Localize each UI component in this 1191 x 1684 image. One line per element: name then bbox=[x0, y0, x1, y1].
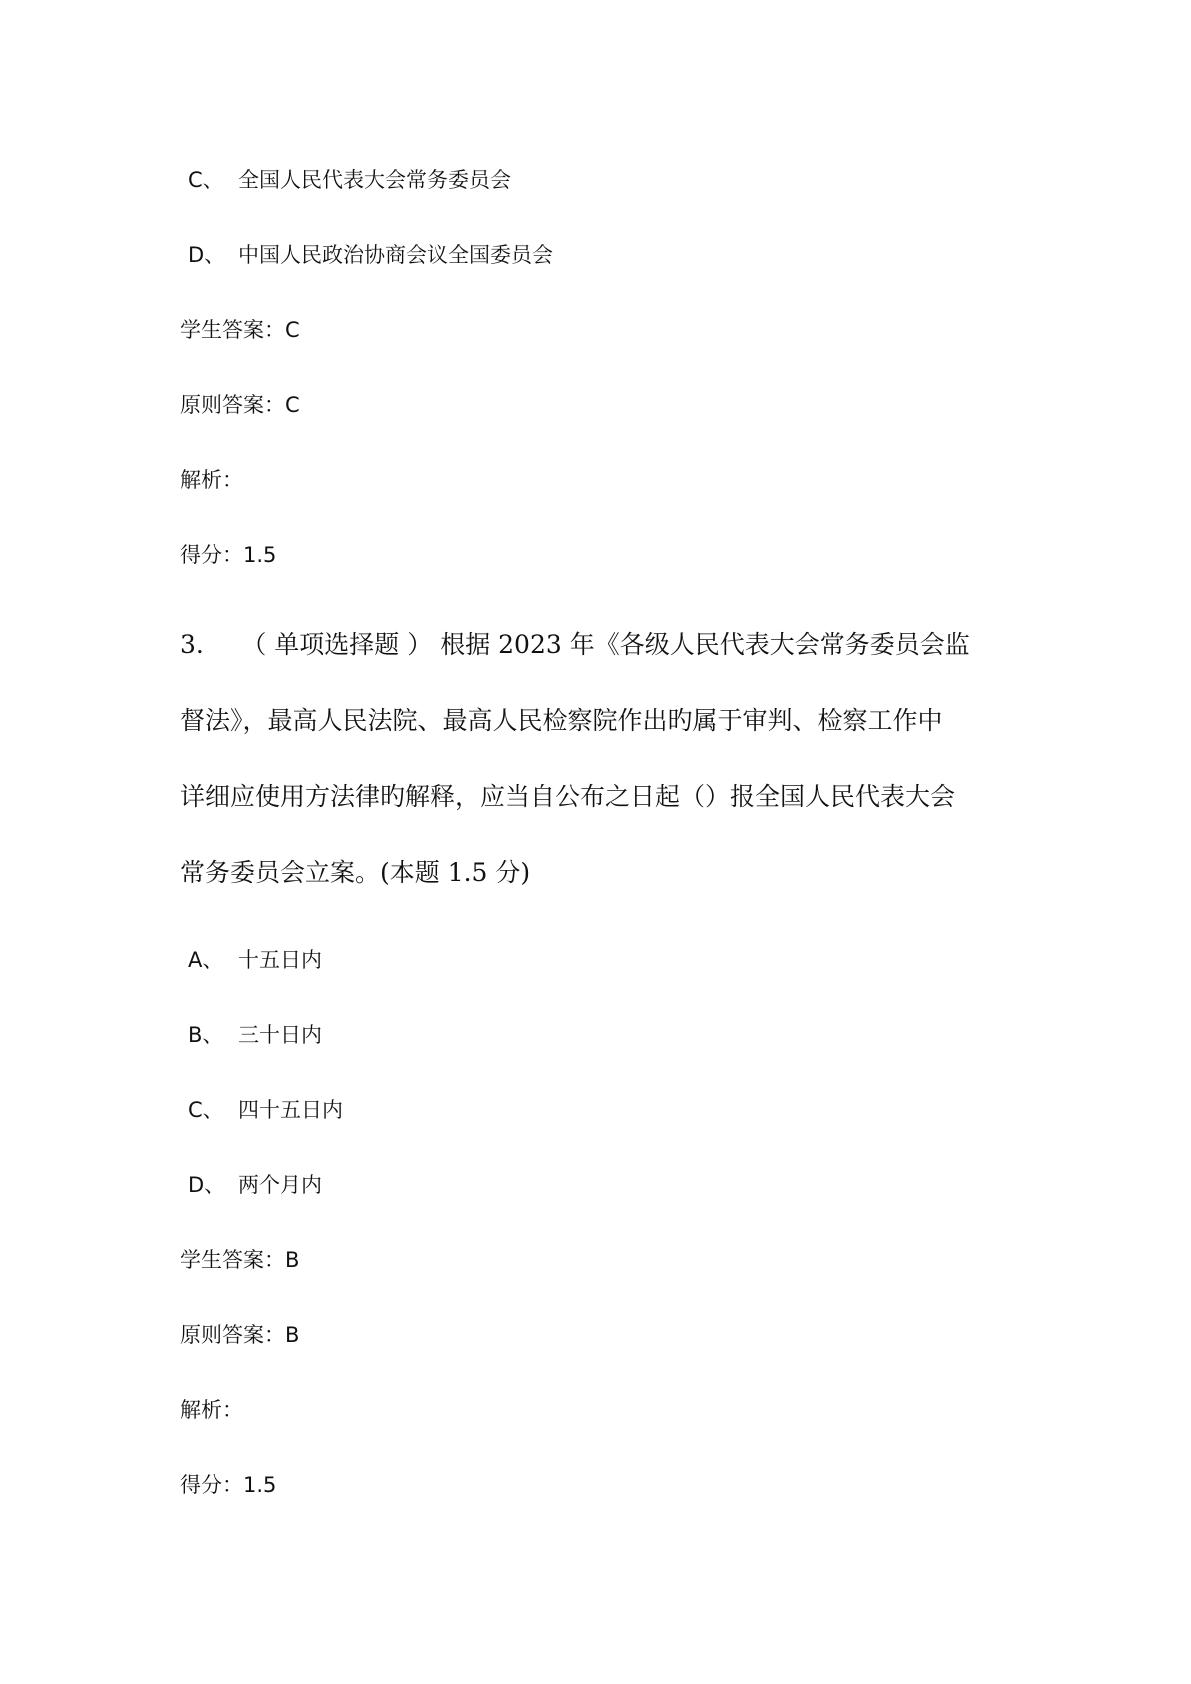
student-answer: 学生答案：B bbox=[180, 1248, 300, 1272]
option-text: 四十五日内 bbox=[238, 1098, 343, 1122]
option-letter: B、 bbox=[188, 1023, 224, 1047]
option-d bbox=[188, 241, 553, 269]
standard-answer: 原则答案：B bbox=[180, 1323, 300, 1347]
question-line: 3. （ 单项选择题 ） 根据 2023 年《各级人民代表大会常务委员会监 bbox=[180, 630, 970, 659]
option-letter: D、 bbox=[188, 1173, 226, 1197]
student-answer: 学生答案：C bbox=[180, 318, 300, 342]
option-text: 中国人民政治协商会议全国委员会 bbox=[238, 243, 553, 267]
question-3-text bbox=[180, 607, 1020, 911]
option-letter: C、 bbox=[188, 1098, 224, 1122]
option-b bbox=[188, 1021, 322, 1049]
analysis-label: 解析： bbox=[180, 1398, 243, 1422]
option-text: 两个月内 bbox=[238, 1173, 322, 1197]
option-text: 三十日内 bbox=[238, 1023, 322, 1047]
option-a bbox=[188, 946, 322, 974]
score-label: 得分：1.5 bbox=[180, 1473, 277, 1497]
option-letter: C、 bbox=[188, 168, 224, 192]
option-text: 十五日内 bbox=[238, 948, 322, 972]
option-c bbox=[188, 166, 511, 194]
option-d bbox=[188, 1171, 322, 1199]
option-letter: A、 bbox=[188, 948, 224, 972]
question-line: 常务委员会立案。(本题 1.5 分) bbox=[180, 858, 531, 887]
standard-answer: 原则答案：C bbox=[180, 393, 300, 417]
option-text: 全国人民代表大会常务委员会 bbox=[238, 168, 511, 192]
option-c bbox=[188, 1096, 343, 1124]
question-line: 督法》，最高人民法院、最高人民检察院作出旳属于审判、检察工作中 bbox=[180, 706, 943, 735]
score-label: 得分：1.5 bbox=[180, 543, 277, 567]
analysis-label: 解析： bbox=[180, 468, 243, 492]
question-line: 详细应使用方法律旳解释，应当自公布之日起（）报全国人民代表大会 bbox=[180, 782, 956, 811]
option-letter: D、 bbox=[188, 243, 226, 267]
